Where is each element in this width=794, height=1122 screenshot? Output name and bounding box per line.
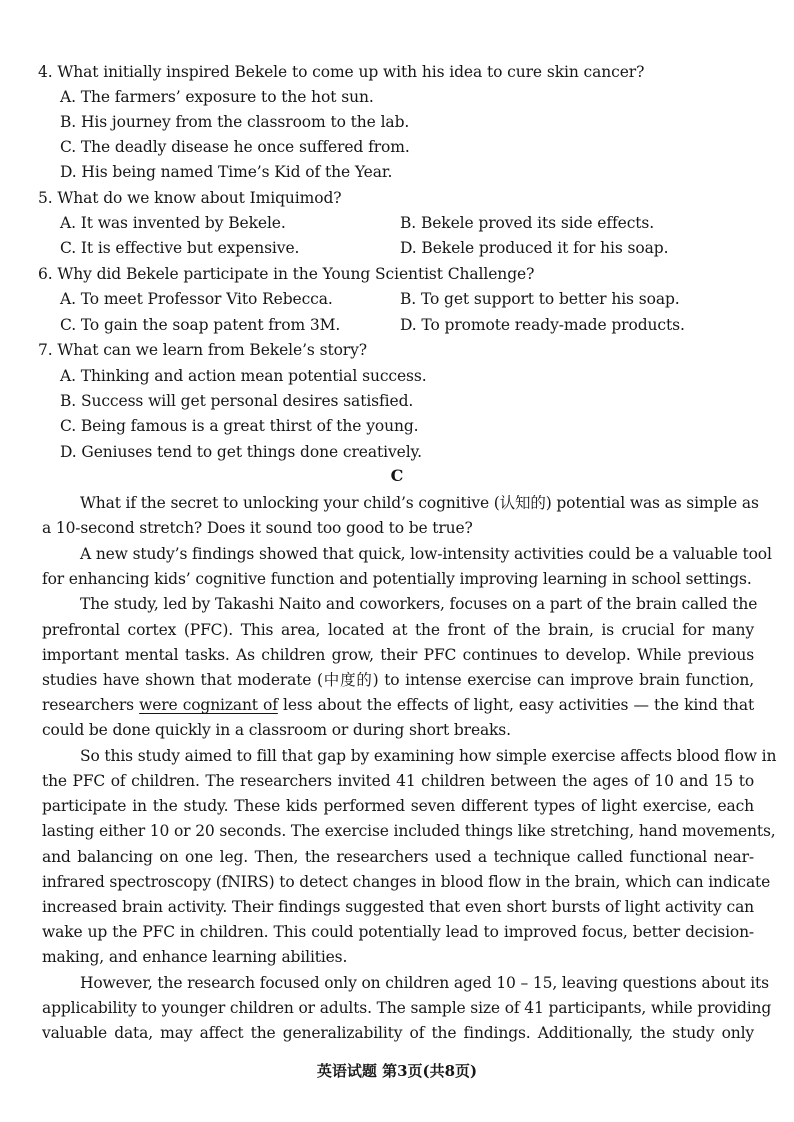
question-5-option-c[interactable]: C. It is effective but expensive. [60, 239, 300, 257]
passage-line-with-underline [42, 695, 754, 715]
passage-line: The study, led by Takashi Naito and coworkers, focuses on a part of the brain called the [80, 595, 758, 613]
passage-line: valuable data, may affect the generalizability of the findings. Additionally, the study only [42, 1024, 754, 1042]
passage-line: A new study’s findings showed that quick, low-intensity activities could be a valuable tool [80, 545, 772, 563]
question-6-stem: 6. Why did Bekele participate in the Young Scientist Challenge? [38, 265, 535, 283]
question-6-option-a[interactable]: A. To meet Professor Vito Rebecca. [60, 290, 333, 308]
passage-line: increased brain activity. Their findings suggested that even short bursts of light activity can [42, 898, 754, 916]
question-5-option-d[interactable]: D. Bekele produced it for his soap. [400, 239, 669, 257]
question-4-option-d[interactable]: D. His being named Time’s Kid of the Year. [60, 163, 393, 181]
passage-line: participate in the study. These kids performed seven different types of light exercise, each [42, 797, 754, 815]
question-7-option-a[interactable]: A. Thinking and action mean potential success. [60, 367, 427, 385]
passage-line: studies have shown that moderate (中度的) to intense exercise can improve brain function, [42, 671, 754, 689]
question-6-option-c[interactable]: C. To gain the soap patent from 3M. [60, 316, 341, 334]
question-4-option-b[interactable]: B. His journey from the classroom to the lab. [60, 113, 410, 131]
passage-line: prefrontal cortex (PFC). This area, located at the front of the brain, is crucial for many [42, 621, 754, 639]
passage-line: So this study aimed to fill that gap by examining how simple exercise affects blood flow in [80, 747, 777, 765]
passage-line: important mental tasks. As children grow, their PFC continues to develop. While previous [42, 646, 754, 664]
passage-line: making, and enhance learning abilities. [42, 948, 348, 966]
passage-line: However, the research focused only on children aged 10 – 15, leaving questions about its [80, 974, 769, 992]
question-4-option-c[interactable]: C. The deadly disease he once suffered from. [60, 138, 410, 156]
question-5-stem: 5. What do we know about Imiquimod? [38, 189, 342, 207]
passage-line: applicability to younger children or adults. The sample size of 41 participants, while providing [42, 999, 772, 1017]
passage-line: wake up the PFC in children. This could potentially lead to improved focus, better decision- [42, 923, 754, 941]
question-5-option-a[interactable]: A. It was invented by Bekele. [60, 214, 286, 232]
question-7-stem: 7. What can we learn from Bekele’s story? [38, 341, 367, 359]
question-7-option-d[interactable]: D. Geniuses tend to get things done creatively. [60, 443, 422, 461]
passage-text: less about the effects of light, easy activities — the kind that [277, 696, 755, 714]
question-6-option-d[interactable]: D. To promote ready-made products. [400, 316, 685, 334]
page-footer: 英语试题 第3页(共8页) [316, 1062, 478, 1080]
passage-text: researchers [42, 696, 140, 714]
question-7-option-b[interactable]: B. Success will get personal desires satisfied. [60, 392, 414, 410]
question-7-option-c[interactable]: C. Being famous is a great thirst of the young. [60, 417, 419, 435]
passage-line: could be done quickly in a classroom or during short breaks. [42, 721, 511, 739]
question-5-option-b[interactable]: B. Bekele proved its side effects. [400, 214, 655, 232]
passage-line: and balancing on one leg. Then, the researchers used a technique called functional near- [42, 848, 754, 866]
section-c-heading: C [390, 466, 404, 485]
question-4-stem: 4. What initially inspired Bekele to come up with his idea to cure skin cancer? [38, 63, 645, 81]
underlined-phrase: were cognizant of [139, 696, 278, 714]
passage-line: the PFC of children. The researchers invited 41 children between the ages of 10 and 15 to [42, 772, 754, 790]
passage-line: lasting either 10 or 20 seconds. The exercise included things like stretching, hand movements, [42, 822, 776, 840]
passage-line: for enhancing kids’ cognitive function and potentially improving learning in school settings. [42, 570, 752, 588]
question-6-option-b[interactable]: B. To get support to better his soap. [400, 290, 680, 308]
question-4-option-a[interactable]: A. The farmers’ exposure to the hot sun. [60, 88, 374, 106]
passage-line: What if the secret to unlocking your child’s cognitive (认知的) potential was as simple as [80, 494, 759, 512]
passage-line: a 10-second stretch? Does it sound too good to be true? [42, 519, 473, 537]
passage-line: infrared spectroscopy (fNIRS) to detect changes in blood flow in the brain, which can indicate [42, 873, 771, 891]
